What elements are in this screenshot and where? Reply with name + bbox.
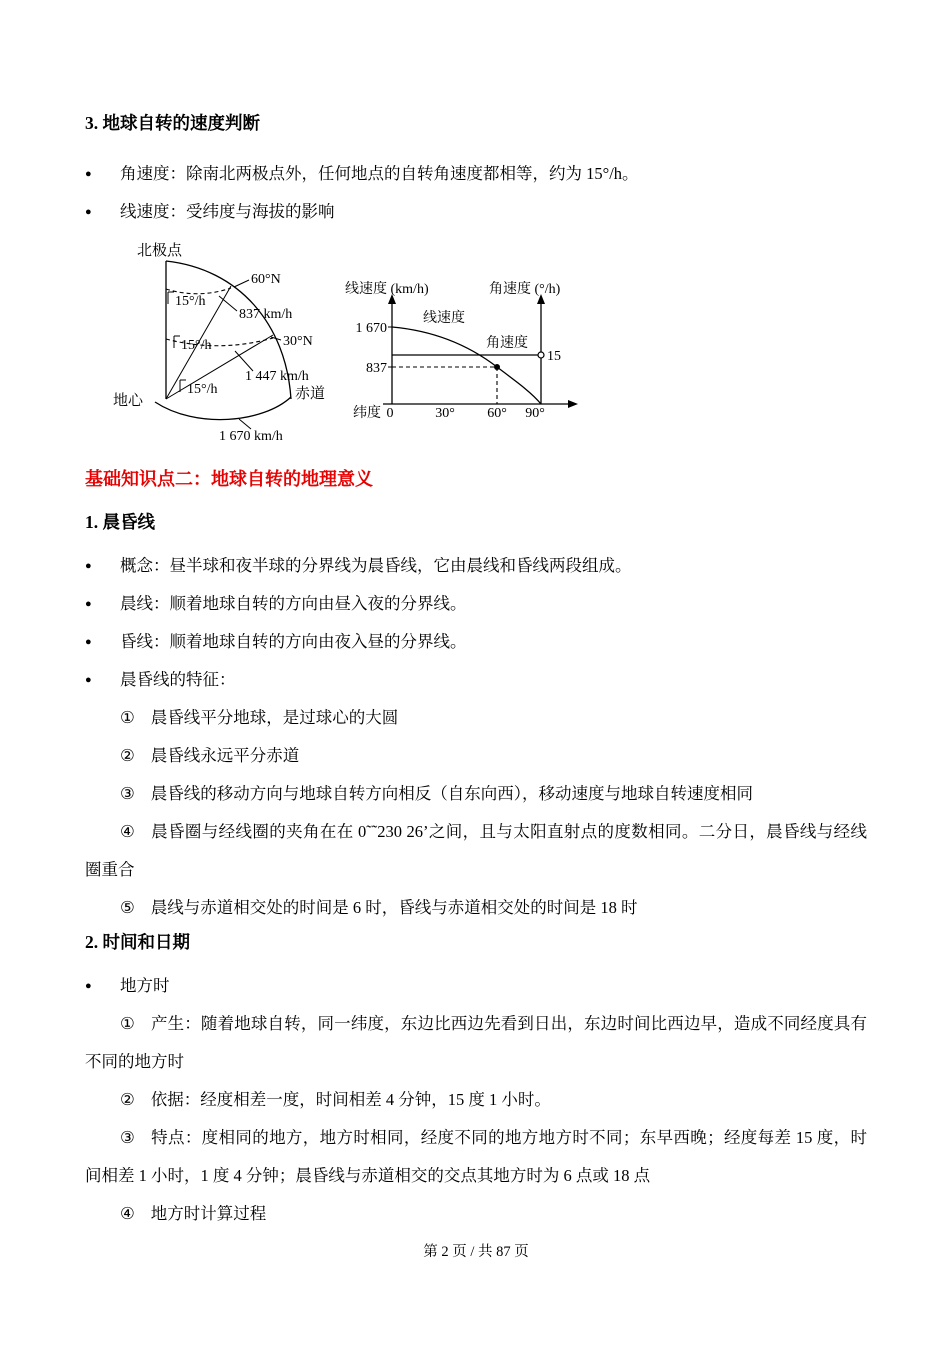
tick-30: 30°: [435, 406, 455, 421]
item-text: 特点：度相同的地方，地方时相同，经度不同的地方地方时不同；东早西晚；经度每差 15 度，时间相差 1 小时，1 度 4 分钟；晨昏线与赤道相交的交点其地方时为 6 点或 18 点: [85, 1128, 867, 1185]
bullet-icon: ●: [85, 560, 92, 572]
speed-60-label: 837 km/h: [239, 307, 293, 322]
numbered-item: [85, 737, 867, 775]
list-item-text: 线速度：受纬度与海拔的影响: [120, 202, 335, 221]
section-heading-twilight: 1. 晨昏线: [85, 512, 155, 532]
list-item: [85, 585, 867, 623]
item-text: 晨昏线永远平分赤道: [150, 746, 300, 765]
numbered-item: [85, 1119, 867, 1195]
list-item: [85, 661, 867, 699]
speed-latitude-graph: [345, 281, 607, 431]
angular-speed-label: 15°/h: [175, 294, 206, 309]
item-text: 晨昏线的移动方向与地球自转方向相反（自东向西），移动速度与地球自转速度相同: [150, 784, 754, 803]
list-item-text: 晨昏线的特征：: [120, 670, 236, 689]
bullet-icon: ●: [85, 674, 92, 686]
numbered-item: [85, 1081, 867, 1119]
numbered-item: [85, 775, 867, 813]
section-heading-speed: 3. 地球自转的速度判断: [85, 113, 260, 133]
numbered-item: [85, 1195, 867, 1233]
list-item: [85, 547, 867, 585]
numbered-item: [85, 889, 867, 927]
item-number: ①: [120, 708, 135, 727]
page-footer: 第 2 页 / 共 87 页: [423, 1244, 529, 1260]
bullet-icon: ●: [85, 636, 92, 648]
item-number: ④: [120, 822, 136, 841]
item-number: ③: [120, 784, 135, 803]
y-right-axis-title: 角速度 (°/h): [489, 282, 561, 297]
list-item-text: 角速度：除南北两极点外，任何地点的自转角速度都相等，约为 15°/h。: [120, 164, 639, 183]
numbered-item: [85, 1005, 867, 1081]
tick-1670: 1 670: [355, 321, 387, 336]
list-item-text: 概念：昼半球和夜半球的分界线为晨昏线，它由晨线和昏线两段组成。: [120, 556, 632, 575]
item-number: ②: [120, 1090, 135, 1109]
bullet-icon: ●: [85, 598, 92, 610]
bullet-icon: ●: [85, 980, 92, 992]
y-left-axis-title: 线速度 (km/h): [345, 282, 429, 297]
item-number: ②: [120, 746, 135, 765]
list-item-text: 晨线：顺着地球自转的方向由昼入夜的分界线。: [120, 594, 467, 613]
bullet-icon: ●: [85, 206, 92, 218]
figure-row: [111, 239, 867, 451]
angular-speed-label: 15°/h: [181, 338, 212, 353]
tick-90: 90°: [525, 406, 545, 421]
item-text: 晨昏线平分地球，是过球心的大圆: [150, 708, 399, 727]
item-number: ①: [120, 1014, 135, 1033]
earth-center-label: 地心: [113, 393, 144, 409]
list-item-text: 昏线：顺着地球自转的方向由夜入昼的分界线。: [120, 632, 467, 651]
angular-speed-line-label: 角速度: [486, 336, 528, 351]
graph-wrapper: [345, 281, 607, 436]
tick-60: 60°: [487, 406, 507, 421]
equator-label: 赤道: [295, 386, 326, 402]
tick-837: 837: [366, 361, 387, 376]
speed-30-label: 1 447 km/h: [245, 369, 309, 384]
lat-60-label: 60°N: [251, 272, 281, 287]
list-item: [85, 155, 867, 193]
list-item: [85, 623, 867, 661]
bullet-icon: ●: [85, 168, 92, 180]
item-number: ④: [120, 1204, 135, 1223]
item-text: 产生：随着地球自转，同一纬度，东边比西边先看到日出，东边时间比西边早，造成不同经度具有不同的地方时: [85, 1014, 868, 1071]
item-number: ⑤: [120, 898, 135, 917]
angular-speed-label: 15°/h: [187, 382, 218, 397]
list-item: [85, 967, 867, 1005]
list-item: [85, 193, 867, 231]
sphere-diagram: [111, 239, 343, 451]
section-heading-time: 2. 时间和日期: [85, 932, 190, 952]
north-pole-label: 北极点: [137, 243, 183, 259]
x-axis-title: 纬度: [353, 406, 381, 421]
item-text: 地方时计算过程: [150, 1204, 267, 1223]
lat-30-label: 30°N: [283, 334, 313, 349]
numbered-item: [85, 699, 867, 737]
tick-0: 0: [386, 406, 394, 421]
item-text: 依据：经度相差一度，时间相差 4 分钟，15 度 1 小时。: [150, 1090, 551, 1109]
item-text: 晨昏圈与经线圈的夹角在在 0˜˜230 26’之间，且与太阳直射点的度数相同。二分日，晨昏线与经线圈重合: [85, 822, 868, 879]
numbered-item: [85, 813, 867, 889]
linear-speed-curve-label: 线速度: [423, 311, 465, 326]
tick-15: 15: [547, 349, 561, 364]
knowledge-point-heading: 基础知识点二：地球自转的地理意义: [85, 469, 373, 489]
item-number: ③: [120, 1128, 136, 1147]
speed-equator-label: 1 670 km/h: [219, 429, 283, 444]
list-item-text: 地方时: [120, 976, 170, 995]
item-text: 晨线与赤道相交处的时间是 6 时，昏线与赤道相交处的时间是 18 时: [150, 898, 638, 917]
